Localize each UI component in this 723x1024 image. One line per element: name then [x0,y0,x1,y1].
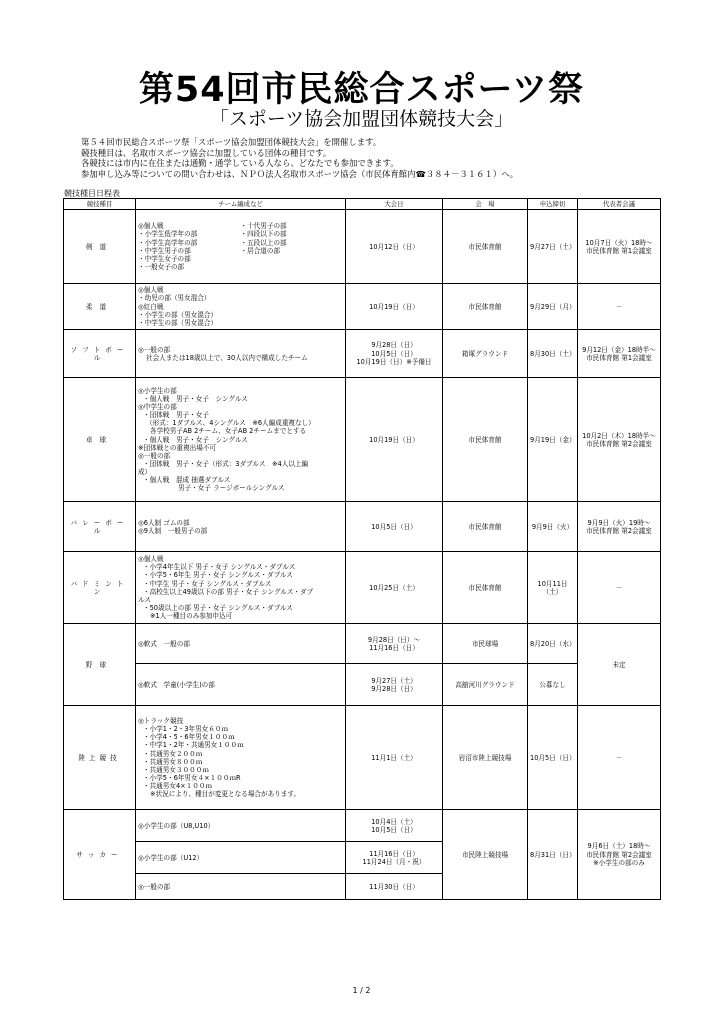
rep-meeting: 9月6日（土）18時～ 市民体育館 第2会議室 ※小学生の部のみ [578,810,661,900]
entry-deadline: 8月31日（日） [528,810,578,900]
header-meeting: 代表者会議 [578,199,661,210]
event-name: サッカー [64,810,136,900]
event-name: 柔道 [64,284,136,330]
team-composition: ◎トラック競技 ・小学1・2・3年男女６０ｍ ・小学4・5・6年男女１００ｍ ・中学1・2年・共通男女１００ｍ ・共通男女２００ｍ ・共通男女８００ｍ ・共通男女３０００ｍ ・小学5・6年男女４×１００ｍR ・共通男女4×１００ｍ ※状況により、種目が変更となる場合があります。 [136,706,346,810]
rep-meeting: 10月7日（火）18時～ 市民体育館 第1会議室 [578,210,661,284]
entry-deadline: 9月9日（火） [528,502,578,552]
rep-meeting: 未定 [578,624,661,706]
table-row-baseball [64,624,661,664]
event-date: 10月5日（日） [346,502,443,552]
team-composition: ◎個人戦 ・小学生低学年の部 ・小学生高学年の部 ・中学生男子の部 ・中学生女子の部 ・一般女子の部 ・十代男子の部 ・四段以下の部 ・五段以上の部 ・居合道の部 [136,210,346,284]
event-name: 野球 [64,624,136,706]
event-date: 10月19日（日） [346,284,443,330]
entry-deadline: 9月19日（金） [528,378,578,502]
intro-line: 参加申し込み等についての問い合わせは、ＮＰＯ法人名取市スポーツ協会（市民体育館内☎３８４－３１６１）へ。 [81,168,519,179]
table-row-judo [64,284,661,330]
team-composition: ◎軟式 一般の部 [136,624,346,664]
page-subtitle: 「スポーツ協会加盟団体競技大会」 [209,108,514,130]
table-row-soccer [64,810,661,842]
table-row-kendo [64,210,661,284]
event-name: バレーボール [64,502,136,552]
page-title: 第54回市民総合スポーツ祭 [138,70,585,110]
rep-meeting: － [578,706,661,810]
team-composition: ◎小学生の部 ・個人戦 男子・女子 シングルス ◎中学生の部 ・団体戦 男子・女子 （形式：1ダブルス、4シングルス ※6人編成重複なし） 各学校男子AB 2チーム、女子AB 2チームまでとする ・個人戦 男子・女子 シングルス ※団体戦との重複出場不可 ◎一般の部 ・団体戦 男子・女子（形式：3ダブルス ※4人以上編 成） ・個人戦 混成 抽選ダブルス 男子・女子 ラージボールシングルス [136,378,346,502]
rep-meeting: 9月12日（金）18時半～ 市民体育館 第1会議室 [578,330,661,378]
intro-line: 競技種目は、名取市スポーツ協会に加盟している団体の種目です。 [81,147,332,158]
intro-line: 第５４回市民総合スポーツ祭「スポーツ協会加盟団体競技大会」を開催します。 [81,137,382,147]
event-venue: 高舘河川グラウンド [443,664,528,706]
schedule-table [63,198,661,900]
table-row-badminton [64,552,661,624]
event-venue: 市民体育館 [443,552,528,624]
event-name: バドミントン [64,552,136,624]
entry-deadline: 8月30日（土） [528,330,578,378]
entry-deadline: 8月20日（水） [528,624,578,664]
event-venue: 市民体育館 [443,378,528,502]
team-composition: ◎個人戦 ・小学4年生以下 男子・女子 シングルス・ダブルス ・小学5・6年生 男子・女子 シングルス・ダブルス ・中学生 男子・女子 シングルス・ダブルス ・高校生以上49歳以下の部 男子・女子 シングルス・ダブ ルス ・50歳以上の部 男子・女子 シングルス・ダブルス ※1人一種目のみ参加申込可 [136,552,346,624]
team-composition: ◎一般の部 [136,874,346,900]
table-row-athletics [64,706,661,810]
intro-text [81,137,518,179]
event-name: 卓球 [64,378,136,502]
event-name: ソフトボール [64,330,136,378]
rep-meeting: 10月2日（木）18時半～ 市民体育館 第2会議室 [578,378,661,502]
table-row-baseball-youth [64,664,661,706]
header-venue: 会 場 [443,199,528,210]
header-event: 競技種目 [64,199,136,210]
event-venue: 市民陸上競技場 [443,810,528,900]
intro-line: 各競技には市内に在住または通勤・通学している人なら、どなたでも参加できます。 [81,158,399,169]
entry-deadline: 10月5日（日） [528,706,578,810]
event-date: 10月4日（土） 10月5日（日） [346,810,443,842]
event-date: 11月16日（日） 11月24日（月・祝） [346,842,443,874]
header-date: 大会日 [346,199,443,210]
table-caption: 競技種目日程表 [64,189,120,198]
event-venue: 市民体育館 [443,284,528,330]
event-date: 11月1日（土） [346,706,443,810]
rep-meeting: 9月9日（火）19時～ 市民体育館 第2会議室 [578,502,661,552]
event-date: 11月30日（日） [346,874,443,900]
entry-deadline: 公募なし [528,664,578,706]
event-date: 9月28日（日） 10月5日（日） 10月19日（日）※予備日 [346,330,443,378]
event-venue: 岩沼市陸上競技場 [443,706,528,810]
entry-deadline: 10月11日（土） [528,552,578,624]
event-venue: 市民体育館 [443,210,528,284]
header-team: チーム編成など [136,199,346,210]
team-composition: ◎小学生の部（U8,U10） [136,810,346,842]
page-number: 1 / 2 [352,986,371,995]
event-date: 10月25日（土） [346,552,443,624]
team-composition: ◎小学生の部（U12） [136,842,346,874]
event-name: 陸上競技 [64,706,136,810]
entry-deadline: 9月29日（月） [528,284,578,330]
team-composition: ◎一般の部 社会人または18歳以上で、30人以内で構成したチーム [136,330,346,378]
table-header-row [64,199,661,210]
entry-deadline: 9月27日（土） [528,210,578,284]
team-composition: ◎個人戦 ・幼児の部（男女混合） ◎紅白戦 ・小学生の部（男女混合） ・中学生の部（男女混合） [136,284,346,330]
team-composition: ◎軟式 学童(小学生)の部 [136,664,346,706]
header-deadline: 申込締切 [528,199,578,210]
team-composition: ◎6人制 ゴムの部 ◎9人制 一般男子の部 [136,502,346,552]
rep-meeting: － [578,284,661,330]
event-venue: 市民球場 [443,624,528,664]
event-date: 10月12日（日） [346,210,443,284]
event-date: 9月28日（日）～ 11月16日（日） [346,624,443,664]
event-venue: 市民体育館 [443,502,528,552]
event-date: 9月27日（土） 9月28日（日） [346,664,443,706]
event-venue: 箱塚グラウンド [443,330,528,378]
table-row-tabletennis [64,378,661,502]
event-date: 10月19日（日） [346,378,443,502]
rep-meeting: － [578,552,661,624]
table-row-softball [64,330,661,378]
event-name: 剣道 [64,210,136,284]
table-row-volleyball [64,502,661,552]
